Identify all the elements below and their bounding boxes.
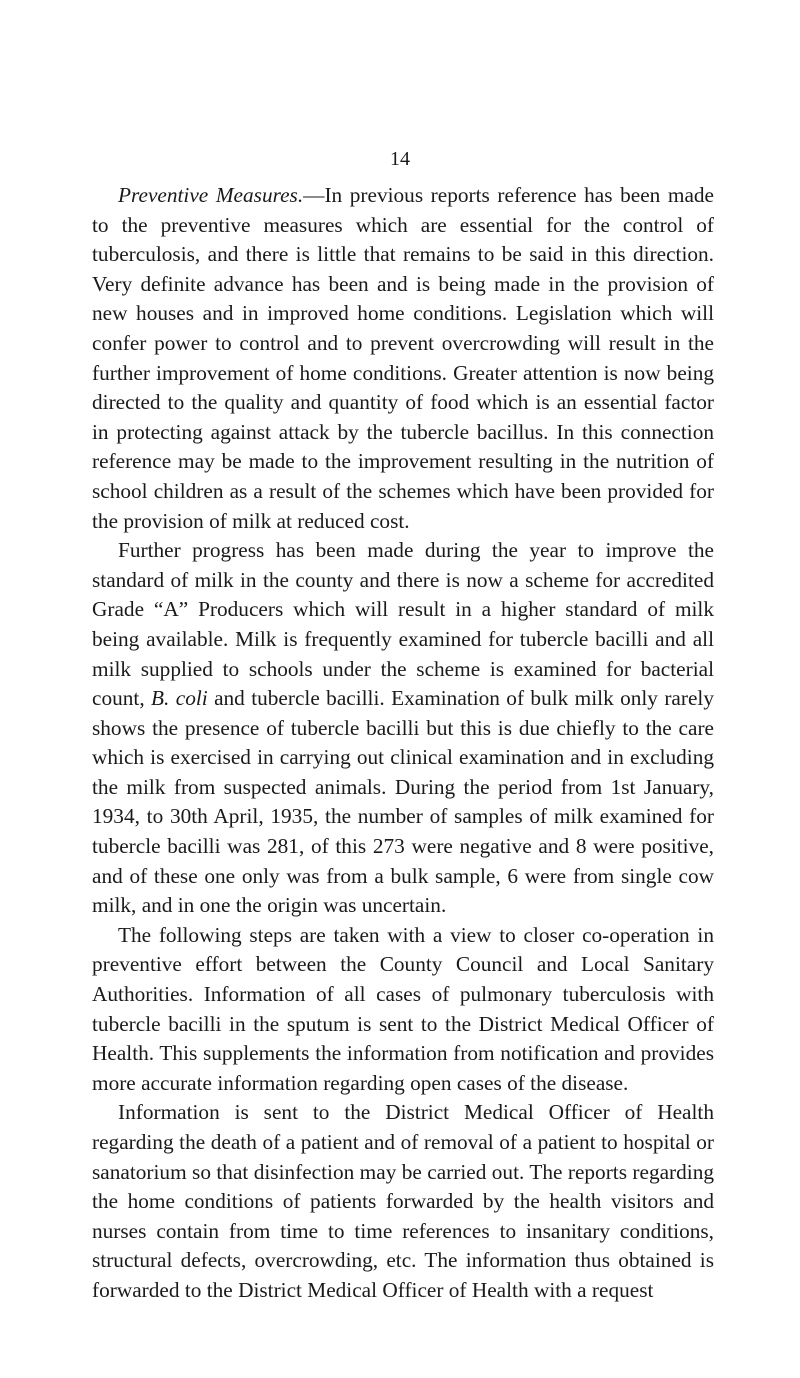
organism-name: B. coli (151, 686, 208, 711)
page-number: 14 (390, 148, 410, 170)
paragraph-information-sent (92, 1098, 714, 1305)
paragraph-text: —In previous reports reference has been made to the preventive measures which are essential for the control of tuberculosis, and there is little that remains to be said in this direction. Very definite advance has been and is being made in the provision of new houses and in improved home conditions. Legislation which will confer power to control and to prevent overcrowding will result in the further improvement of home conditions. Greater attention is now being directed to the quality and quantity of food which is an essential factor in protecting against attack by the tubercle bacillus. In this connection reference may be made to the improvement resulting in the nutrition of school children as a result of the schemes which have been provided for the provision of milk at reduced cost. (92, 183, 714, 533)
paragraph-preventive-measures (92, 181, 714, 536)
paragraph-text: and tubercle bacilli. Examination of bulk milk only rarely shows the presence of tubercle bacilli but this is due chiefly to the care which is exercised in carrying out clinical examination and in excluding the milk from suspected animals. During the period from 1st January, 1934, to 30th April, 1935, the number of samples of milk examined for tubercle bacilli was 281, of this 273 were negative and 8 were positive, and of these one only was from a bulk sample, 6 were from single cow milk, and in one the origin was uncertain. (92, 686, 714, 918)
paragraph-text: Further progress has been made during the year to improve the standard of milk in the county and there is now a scheme for accredited Grade “A” Producers which will result in a higher standard of milk being available. Milk is frequently examined for tubercle bacilli and all milk supplied to schools under the scheme is examined for bacterial count, (92, 538, 714, 711)
document-body (92, 181, 714, 1306)
paragraph-text: The following steps are taken with a view to closer co-operation in preventive effort between the County Council and Local Sanitary Authorities. Information of all cases of pulmonary tuberculosis with tubercle bacilli in the sputum is sent to the District Medical Officer of Health. This supplements the information from notification and provides more accurate information regarding open cases of the disease. (92, 922, 714, 1095)
paragraph-milk-standard (92, 536, 714, 921)
section-heading: Preventive Measures. (118, 183, 304, 207)
paragraph-cooperation (92, 921, 714, 1099)
paragraph-text: Information is sent to the District Medical Officer of Health regarding the death of a patient and of removal of a patient to hospital or sanatorium so that disinfection may be carried out. The reports regarding the home conditions of patients forwarded by the health visitors and nurses contain from time to time references to insanitary conditions, structural defects, overcrowding, etc. The information thus obtained is forwarded to the District Medical Officer of Health with a request (92, 1100, 714, 1302)
